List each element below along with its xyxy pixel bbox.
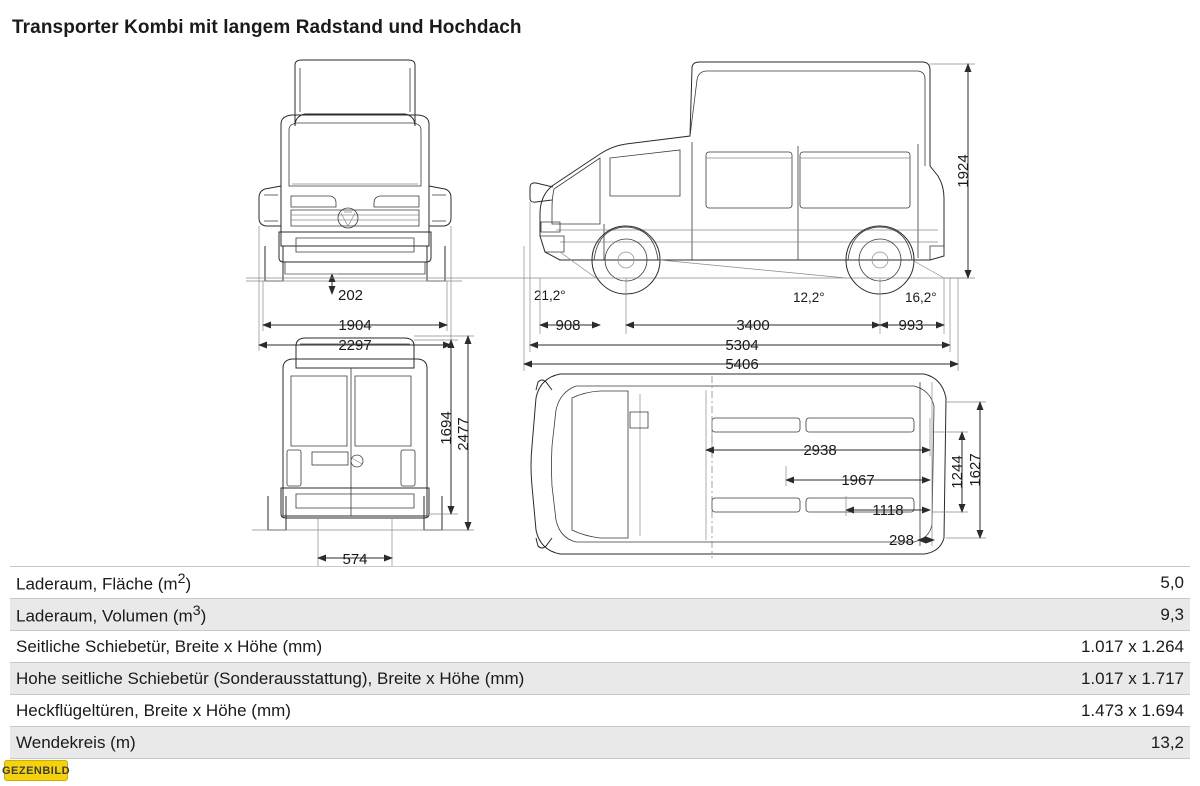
dim-top-load-length: 2938 xyxy=(803,442,837,459)
dim-wheelbase: 3400 xyxy=(736,317,770,334)
spec-value: 13,2 xyxy=(976,727,1190,759)
spec-label: Wendekreis (m) xyxy=(10,727,976,759)
table-row xyxy=(10,567,1190,599)
dim-front-overhang: 908 xyxy=(555,317,581,334)
spec-label: Heckflügeltüren, Breite x Höhe (mm) xyxy=(10,695,976,727)
table-row xyxy=(10,599,1190,631)
vehicle-dimension-diagram xyxy=(0,46,1200,566)
spec-value: 9,3 xyxy=(976,599,1190,631)
page-title: Transporter Kombi mit langem Radstand und Hochdach xyxy=(12,17,522,38)
dim-top-1118: 1118 xyxy=(872,502,904,519)
spec-value: 1.017 x 1.264 xyxy=(976,631,1190,663)
dim-length-body: 5304 xyxy=(725,337,759,354)
dim-rear-between-wheels: 574 xyxy=(342,551,368,566)
dim-front-ground-clearance: 202 xyxy=(338,287,364,304)
front-view xyxy=(246,60,462,354)
dim-rear-overhang: 993 xyxy=(898,317,924,334)
spec-label: Seitliche Schiebetür, Breite x Höhe (mm) xyxy=(10,631,976,663)
spec-label: Laderaum, Fläche $(m^2)$ xyxy=(10,567,976,599)
dim-top-1967: 1967 xyxy=(841,472,875,489)
specification-table xyxy=(10,566,1190,759)
rear-view xyxy=(252,336,474,566)
dim-top-width-inner: 1244 xyxy=(949,455,966,489)
dim-top-width-outer: 1627 xyxy=(967,453,984,487)
angle-rear: 16,2° xyxy=(905,290,937,305)
watermark-logo: GEZENBILD xyxy=(4,760,68,781)
dim-length-total: 5406 xyxy=(725,356,759,373)
top-view xyxy=(531,374,986,558)
table-row xyxy=(10,695,1190,727)
table-row xyxy=(10,727,1190,759)
spec-value: 1.473 x 1.694 xyxy=(976,695,1190,727)
spec-label: Hohe seitliche Schiebetür (Sonderausstattung), Breite x Höhe (mm) xyxy=(10,663,976,695)
dim-front-overall-width: 2297 xyxy=(338,337,372,354)
table-row xyxy=(10,663,1190,695)
spec-value: 1.017 x 1.717 xyxy=(976,663,1190,695)
dim-front-track-width: 1904 xyxy=(338,317,372,334)
dim-top-298: 298 xyxy=(888,532,914,549)
dim-side-height: 1924 xyxy=(955,154,972,188)
angle-front: 21,2° xyxy=(534,288,566,303)
angle-ramp: 12,2° xyxy=(793,290,825,305)
table-row xyxy=(10,631,1190,663)
spec-label: Laderaum, Volumen $(m^3)$ xyxy=(10,599,976,631)
dim-rear-overall-height: 2477 xyxy=(455,417,472,451)
dim-rear-opening-height: 1694 xyxy=(438,411,455,445)
spec-value: 5,0 xyxy=(976,567,1190,599)
